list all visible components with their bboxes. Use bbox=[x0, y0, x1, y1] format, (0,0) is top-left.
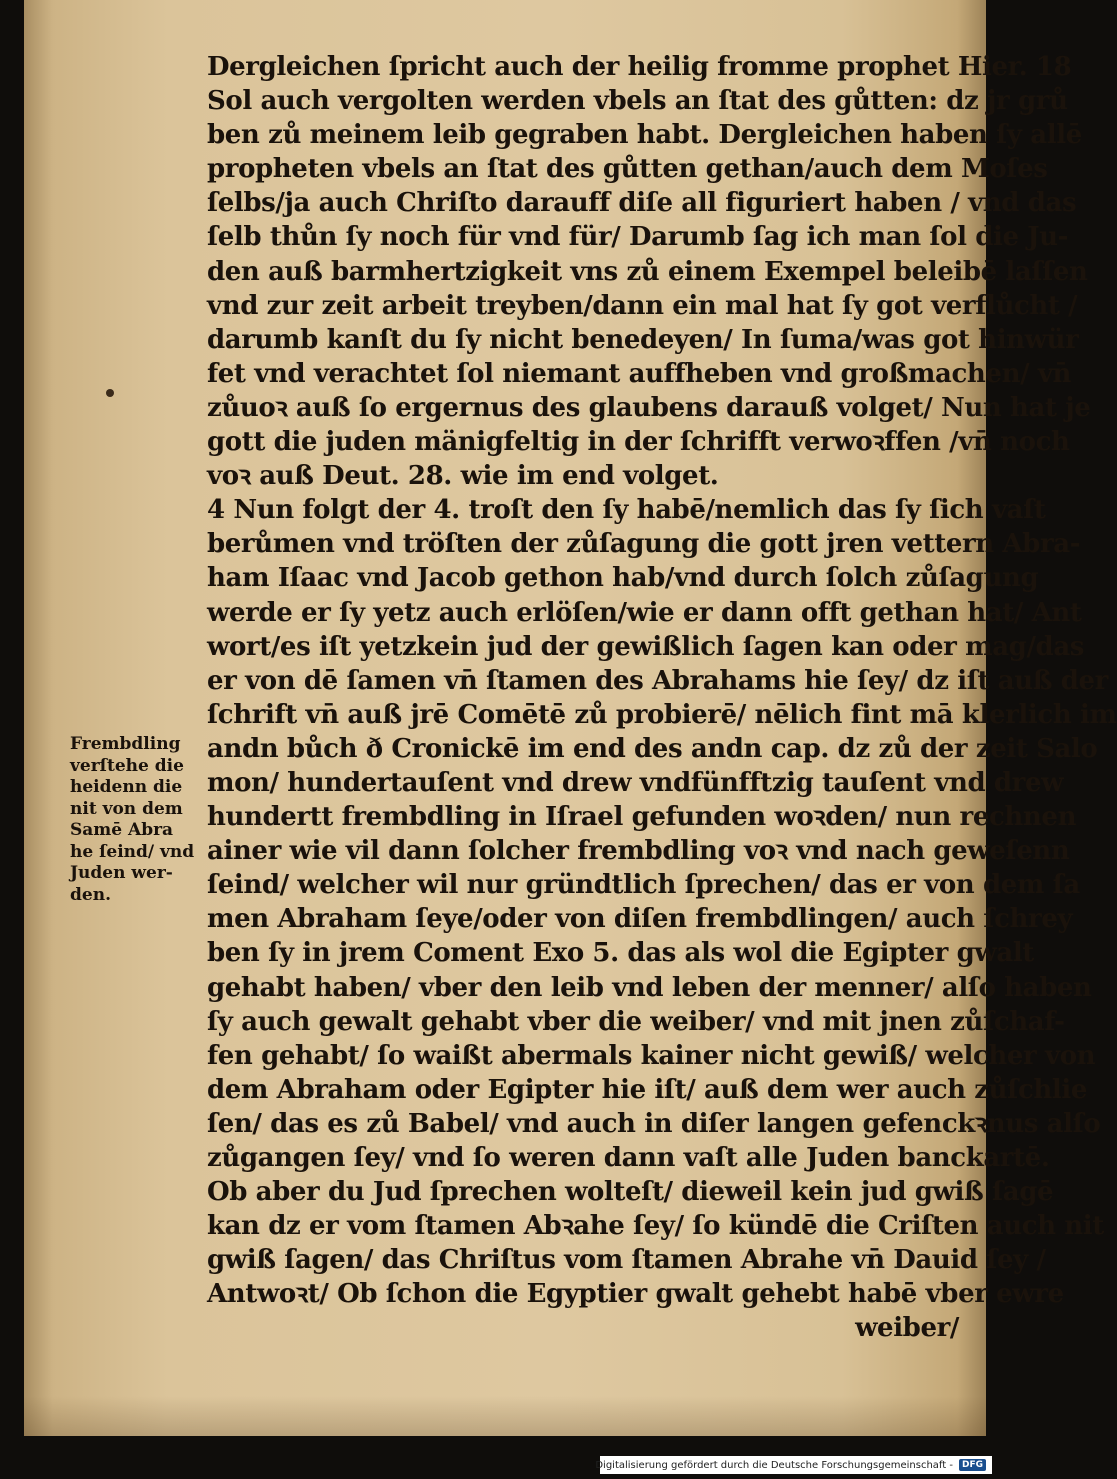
margin-mark bbox=[106, 389, 114, 397]
text-line: vnd zur zeit arbeit treyben/dann ein mal hat ſy got verflůcht / bbox=[207, 290, 1078, 321]
text-line: Sol auch vergolten werden vbels an ſtat des gůtten: dz jr grů bbox=[207, 86, 1068, 117]
footer-credit: Digitalisierung gefördert durch die Deutsche Forschungsgemeinschaft - bbox=[595, 1459, 953, 1471]
text-line: andn bůch ð Cronickē im end des andn cap. dz zů der zeit Salo bbox=[207, 733, 1098, 764]
text-line: dem Abraham oder Egipter hie iſt/ auß dem wer auch zůſchlie bbox=[207, 1074, 1087, 1105]
margin-note-line: heidenn die bbox=[70, 777, 183, 797]
text-line: fen gehabt/ ſo waißt abermals kainer nicht gewiß/ welcher von bbox=[207, 1040, 1096, 1071]
catchword: weiber/ bbox=[855, 1313, 959, 1344]
text-line: berůmen vnd tröſten der zůſagung die gott jren vettern Abra- bbox=[207, 529, 1081, 560]
text-line: ben ſy in jrem Coment Exo 5. das als wol die Egipter gwalt bbox=[207, 938, 1034, 969]
text-line: ainer wie vil dann ſolcher frembdling voꝛ vnd nach geweſenn bbox=[207, 836, 1070, 867]
text-line: gehabt haben/ vber den leib vnd leben der menner/ alſo haben bbox=[207, 972, 1092, 1003]
text-line: ſchrift vn̄ auß jrē Comētē zů probierē/ nēlich fint mā klerlich im bbox=[207, 699, 1117, 730]
text-line: kan dz er vom ſtamen Abꝛahe ſey/ ſo kündē die Criſten auch nit bbox=[207, 1211, 1104, 1242]
margin-note-line: den. bbox=[70, 884, 111, 905]
text-line: gwiß ſagen/ das Chriſtus vom ſtamen Abrahe vn̄ Dauid ſey / bbox=[207, 1245, 1046, 1276]
text-line: ſen/ das es zů Babel/ vnd auch in diſer langen gefenckꝛnus alſo bbox=[207, 1108, 1101, 1139]
margin-note-line: he ſeind/ vnd bbox=[70, 841, 195, 862]
margin-note bbox=[70, 734, 200, 906]
margin-note-line: Samē Abra bbox=[70, 820, 174, 840]
text-line: voꝛ auß Deut. 28. wie im end volget. bbox=[207, 461, 719, 492]
text-line: Antwoꝛt/ Ob ſchon die Egyptier gwalt gehebt habē vber ewre bbox=[207, 1279, 1064, 1310]
text-line: hundertt frembdling in Iſrael gefunden woꝛden/ nun rechnen bbox=[207, 802, 1077, 833]
margin-note-line: verſtehe die bbox=[70, 755, 184, 776]
text-line: men Abraham ſeye/oder von diſen frembdlingen/ auch ſchrey bbox=[207, 904, 1073, 935]
text-line: ſy auch gewalt gehabt vber die weiber/ vnd mit jnen zůſchaf- bbox=[207, 1006, 1065, 1037]
digitization-footer bbox=[595, 1456, 992, 1474]
text-line: ſelb thůn ſy noch für vnd für/ Darumb ſag ich man ſol die Ju- bbox=[207, 222, 1069, 253]
text-line: gott die juden mänigfeltig in der ſchrifft verwoꝛffen /vn̄ noch bbox=[207, 427, 1070, 458]
margin-note-line: Juden wer- bbox=[70, 863, 173, 883]
text-line: 4 Nun folgt der 4. troſt den ſy habē/nemlich das ſy ſich vaſt bbox=[207, 495, 1046, 526]
text-line: ham Iſaac vnd Jacob gethon hab/vnd durch ſolch zůſagung bbox=[207, 563, 1039, 594]
text-line: wort/es iſt yetzkein jud der gewißlich ſagen kan oder mag/das bbox=[207, 631, 1085, 662]
text-line: er von dē ſamen vn̄ ſtamen des Abrahams hie ſey/ dz iſt auß der bbox=[207, 665, 1108, 696]
text-line: darumb kanſt du ſy nicht benedeyen/ In ſuma/was got hinwür bbox=[207, 324, 1079, 355]
main-text-block bbox=[207, 50, 1117, 1346]
text-line: propheten vbels an ſtat des gůtten gethan/auch dem Moſes bbox=[207, 154, 1048, 185]
book-page bbox=[24, 0, 1117, 1436]
text-line: Dergleichen ſpricht auch der heilig fromme prophet Hier. 18 bbox=[207, 52, 1072, 82]
text-line: mon/ hundertauſent vnd drew vndfünfftzig tauſent vnd drew bbox=[207, 767, 1064, 798]
text-line: ſelbs/ja auch Chriſto darauff diſe all figuriert haben / vnd das bbox=[207, 188, 1077, 219]
text-line: Ob aber du Jud ſprechen wolteſt/ dieweil kein jud gwiß ſagē bbox=[207, 1177, 1054, 1208]
text-line: werde er ſy yetz auch erlöſen/wie er dann offt gethan hat/ Ant bbox=[207, 597, 1082, 628]
text-line: ben zů meinem leib gegraben habt. Dergleichen haben ſy allē bbox=[207, 120, 1082, 151]
dfg-logo-icon: DFG bbox=[959, 1459, 986, 1471]
text-line: zůgangen ſey/ vnd ſo weren dann vaſt alle Juden banckartē. bbox=[207, 1143, 1050, 1173]
text-line: zůuoꝛ auß ſo ergernus des glaubens darauß volget/ Nun hat je bbox=[207, 392, 1091, 423]
text-line: ſeind/ welcher wil nur gründtlich ſprechen/ das er von dem ſa bbox=[207, 870, 1080, 901]
margin-note-line: Frembdling bbox=[70, 734, 181, 754]
text-line: den auß barmhertzigkeit vns zů einem Exempel beleibē laſſen bbox=[207, 256, 1088, 287]
margin-note-line: nit von dem bbox=[70, 798, 183, 819]
text-line: fet vnd verachtet ſol niemant auffheben vnd großmachen/ vn̄ bbox=[207, 358, 1072, 389]
